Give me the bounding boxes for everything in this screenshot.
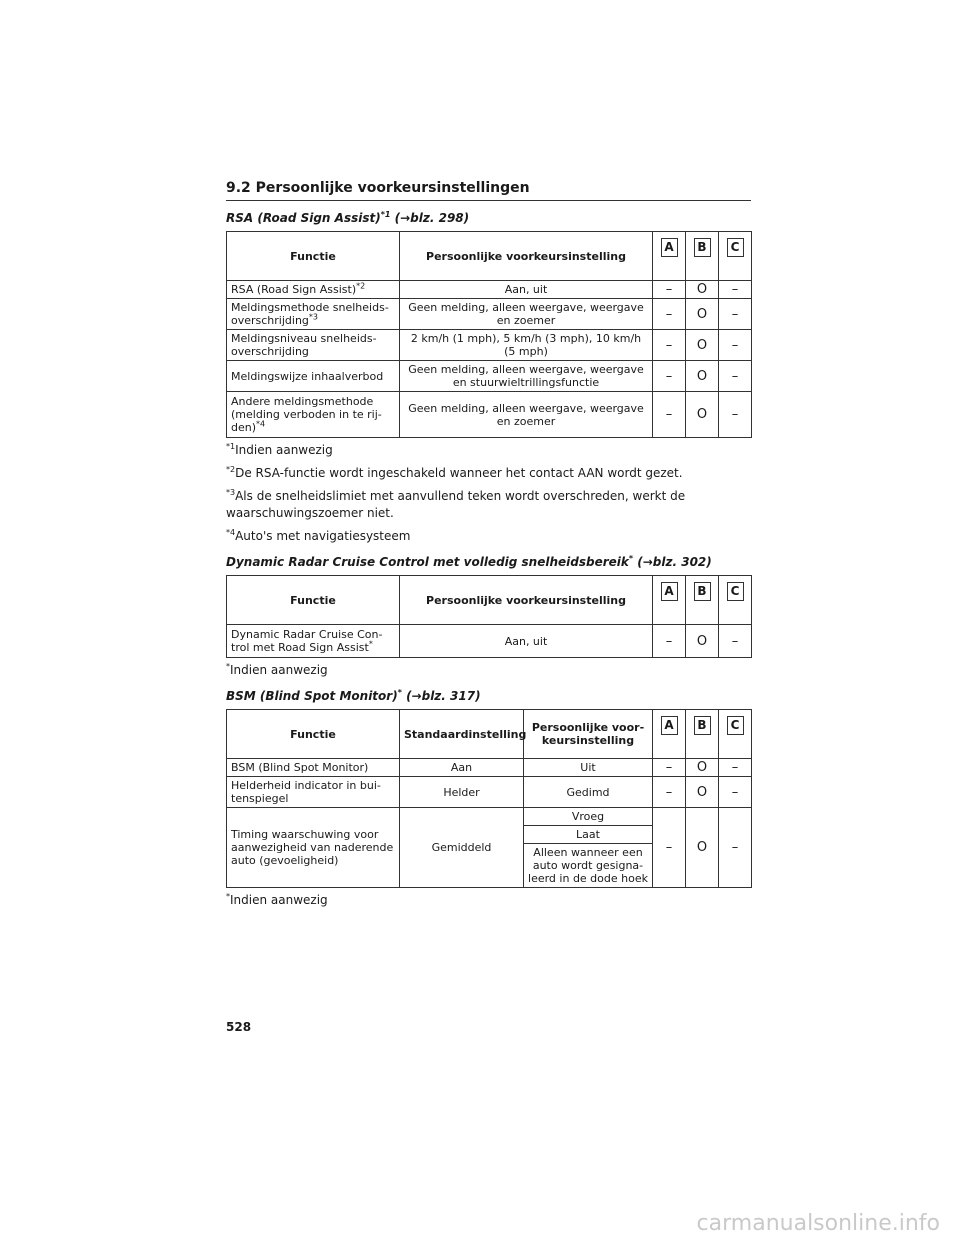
- footnote: [226, 488, 751, 522]
- header-persoonlijk: Persoonlijke voorkeursinstelling: [400, 232, 653, 281]
- footnote-text: Als de snelheidslimiet met aanvullend teken wordt overschreden, werkt de waarschuwingszoemer niet.: [226, 489, 686, 520]
- drcc-title-text: Dynamic Radar Cruise Control met volledig snelheidsbereik: [226, 555, 629, 569]
- func-cell: Timing waarschuwing voor aanwezigheid van naderende auto (gevoeligheid): [227, 808, 400, 888]
- letter-c-icon: C: [727, 716, 744, 735]
- page-number: 528: [226, 1020, 252, 1034]
- col-c: –: [719, 281, 752, 299]
- setting-cell: Aan, uit: [400, 281, 653, 299]
- col-b: O: [686, 777, 719, 808]
- bsm-title-ref: (→blz. 317): [401, 689, 481, 703]
- letter-c-icon: C: [727, 238, 744, 257]
- footnote-text: Indien aanwezig: [230, 893, 328, 907]
- footnote: [226, 662, 751, 679]
- footnote-text: Auto's met navigatiesysteem: [235, 529, 411, 543]
- letter-a-icon: A: [661, 582, 678, 601]
- col-c: –: [719, 392, 752, 438]
- table-row: [227, 625, 752, 658]
- footnote: [226, 892, 751, 909]
- letter-b-icon: B: [694, 582, 711, 601]
- footnote-sup: *3: [226, 488, 236, 497]
- watermark: carmanualsonline.info: [696, 1211, 940, 1236]
- col-c: –: [719, 361, 752, 392]
- func-cell: [227, 299, 400, 330]
- header-c: [719, 710, 752, 759]
- func-text: RSA (Road Sign Assist): [231, 283, 357, 296]
- drcc-table-header: [227, 576, 752, 625]
- setting-cell: Uit: [524, 759, 653, 777]
- footnote-text: De RSA-functie wordt ingeschakeld wanneer het contact AAN wordt gezet.: [235, 466, 683, 480]
- header-persoonlijk: Persoonlijke voorkeursinstelling: [400, 576, 653, 625]
- func-sup: *: [368, 639, 373, 649]
- col-b: O: [686, 281, 719, 299]
- col-a: –: [653, 808, 686, 888]
- drcc-title-sup: *: [628, 554, 634, 563]
- footnote: [226, 465, 751, 482]
- footnote-sup: *: [226, 892, 230, 901]
- func-text: Meldingsmethode snelheids-overschrijding: [231, 301, 389, 327]
- footnote-sup: *4: [226, 528, 236, 537]
- col-b: O: [686, 299, 719, 330]
- col-a: –: [653, 625, 686, 658]
- letter-c-icon: C: [727, 582, 744, 601]
- option-laat: Laat: [524, 826, 652, 844]
- col-a: –: [653, 330, 686, 361]
- table-row: [227, 777, 752, 808]
- table-row: [227, 281, 752, 299]
- header-functie: Functie: [227, 710, 400, 759]
- letter-a-icon: A: [661, 238, 678, 257]
- option-dode-hoek: Alleen wanneer een auto wordt gesigna-leerd in de dode hoek: [528, 846, 648, 885]
- col-a: –: [653, 299, 686, 330]
- header-persoonlijk: Persoonlijke voor-keursinstelling: [524, 710, 653, 759]
- rsa-title-sup: *1: [380, 210, 391, 219]
- col-c: –: [719, 330, 752, 361]
- drcc-table: [226, 575, 752, 658]
- table-row: [227, 361, 752, 392]
- func-cell: [227, 625, 400, 658]
- col-b: O: [686, 759, 719, 777]
- letter-a-icon: A: [661, 716, 678, 735]
- table-row: [227, 330, 752, 361]
- footnote-text: Indien aanwezig: [230, 663, 328, 677]
- header-functie: Functie: [227, 232, 400, 281]
- manual-page: [226, 180, 751, 915]
- header-standaard: Standaardinstelling: [400, 710, 524, 759]
- setting-cell: Geen melding, alleen weergave, weergave en zoemer: [400, 299, 653, 330]
- func-sup: *4: [256, 419, 266, 429]
- table-row: [227, 392, 752, 438]
- drcc-title-ref: (→blz. 302): [633, 555, 712, 569]
- letter-b-icon: B: [694, 238, 711, 257]
- header-b: [686, 232, 719, 281]
- rsa-title: [226, 211, 751, 225]
- header-c: [719, 576, 752, 625]
- col-c: –: [719, 808, 752, 888]
- func-cell: [227, 392, 400, 438]
- col-a: –: [653, 759, 686, 777]
- header-c: [719, 232, 752, 281]
- bsm-table: [226, 709, 752, 888]
- bsm-title-sup: *: [397, 688, 402, 697]
- func-cell: Helderheid indicator in bui-tenspiegel: [227, 777, 400, 808]
- default-cell: Helder: [400, 777, 524, 808]
- col-a: –: [653, 281, 686, 299]
- func-text: Meldingswijze inhaalverbod: [231, 369, 384, 383]
- setting-cell: Geen melding, alleen weergave, weergave en zoemer: [400, 392, 653, 438]
- footnote: [226, 528, 751, 545]
- rsa-title-ref: (→blz. 298): [390, 211, 470, 225]
- func-cell: BSM (Blind Spot Monitor): [227, 759, 400, 777]
- func-text: Meldingsniveau snelheids-overschrijding: [231, 332, 377, 358]
- rsa-table-header: [227, 232, 752, 281]
- table-row: [227, 299, 752, 330]
- col-b: O: [686, 330, 719, 361]
- col-c: –: [719, 759, 752, 777]
- setting-cell: Geen melding, alleen weergave, weergave en stuurwieltrillingsfunctie: [400, 361, 653, 392]
- rsa-title-text: RSA (Road Sign Assist): [226, 211, 381, 225]
- table-row: [227, 808, 752, 888]
- bsm-title-text: BSM (Blind Spot Monitor): [226, 689, 398, 703]
- drcc-title: [226, 555, 751, 569]
- header-functie: Functie: [227, 576, 400, 625]
- bsm-title: [226, 689, 751, 703]
- default-cell: Aan: [400, 759, 524, 777]
- header-a: [653, 710, 686, 759]
- func-sup: *3: [308, 312, 319, 322]
- func-cell: [227, 330, 400, 361]
- col-b: O: [686, 392, 719, 438]
- footnote-text: Indien aanwezig: [235, 443, 333, 457]
- footnote-sup: *2: [226, 465, 236, 474]
- func-cell: [227, 281, 400, 299]
- setting-cell: 2 km/h (1 mph), 5 km/h (3 mph), 10 km/h (5 mph): [400, 330, 653, 361]
- col-a: –: [653, 777, 686, 808]
- default-cell: Gemiddeld: [400, 808, 524, 888]
- header-b: [686, 710, 719, 759]
- col-a: –: [653, 361, 686, 392]
- col-c: –: [719, 777, 752, 808]
- col-b: O: [686, 361, 719, 392]
- header-a: [653, 232, 686, 281]
- header-a: [653, 576, 686, 625]
- option-vroeg: Vroeg: [524, 808, 652, 826]
- func-text: Andere meldingsmethode (melding verboden in te rij-den): [231, 395, 382, 434]
- setting-cell: Aan, uit: [400, 625, 653, 658]
- setting-cell: Gedimd: [524, 777, 653, 808]
- section-header: 9.2 Persoonlijke voorkeursinstellingen: [226, 180, 751, 201]
- bsm-table-header: [227, 710, 752, 759]
- col-b: O: [686, 625, 719, 658]
- func-cell: [227, 361, 400, 392]
- footnote: [226, 442, 751, 459]
- footnote-sup: *1: [226, 442, 236, 451]
- letter-b-icon: B: [694, 716, 711, 735]
- func-sup: *2: [356, 281, 366, 291]
- setting-options-cell: [524, 808, 653, 888]
- col-c: –: [719, 625, 752, 658]
- func-text: Dynamic Radar Cruise Con-trol met Road Sign Assist: [231, 628, 383, 654]
- rsa-table: [226, 231, 752, 438]
- col-b: O: [686, 808, 719, 888]
- table-row: [227, 759, 752, 777]
- footnote-sup: *: [226, 662, 230, 671]
- header-b: [686, 576, 719, 625]
- col-c: –: [719, 299, 752, 330]
- col-a: –: [653, 392, 686, 438]
